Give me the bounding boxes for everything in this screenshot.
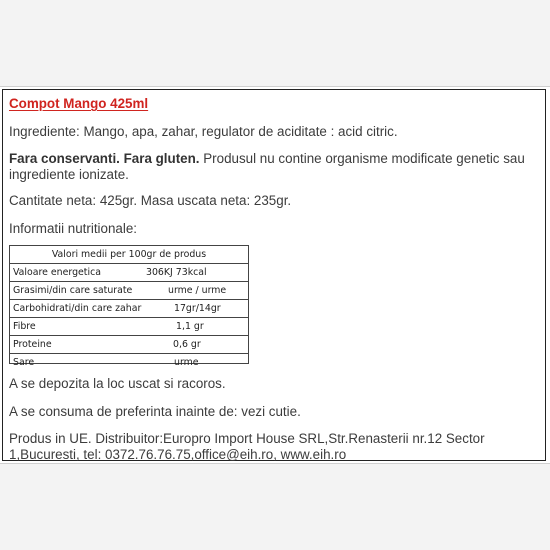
best-before-text: A se consuma de preferinta inainte de: vezi cutie.: [9, 404, 301, 419]
table-row: [10, 318, 248, 336]
nutrient-value: 306KJ 73kcal: [146, 267, 207, 278]
nutrition-heading: Informatii nutritionale:: [9, 221, 138, 236]
nutrient-value: 0,6 gr: [173, 339, 201, 350]
table-row: [10, 354, 248, 371]
nutrient-label: Sare: [13, 357, 35, 368]
storage-text: A se depozita la loc uscat si racoros.: [9, 376, 226, 391]
nutrient-value: urme: [174, 357, 199, 368]
table-row: [10, 300, 248, 318]
nutrition-table-header: Valori medii per 100gr de produs: [10, 246, 248, 264]
nutrient-label: Fibre: [13, 321, 36, 332]
producer-text: Produs in UE. Distribuitor:Europro Import House SRL,Str.Renasterii nr.12 Sector 1,Bucuresti, tel: 0372.76.76.75,office@eih.ro, www.eih.ro: [9, 431, 485, 462]
label-frame: [2, 89, 546, 461]
nutrient-label: Grasimi/din care saturate: [13, 285, 133, 296]
claims-text: [9, 151, 545, 183]
nutrient-value: urme / urme: [168, 285, 227, 296]
product-title: Compot Mango 425ml: [9, 96, 149, 111]
nutrient-label: Proteine: [13, 339, 52, 350]
nutrient-label: Valoare energetica: [13, 267, 101, 278]
nutrient-label: Carbohidrati/din care zahar: [13, 303, 142, 314]
product-label: [0, 86, 550, 464]
nutrient-value: 1,1 gr: [176, 321, 204, 332]
table-row: [10, 264, 248, 282]
table-row: [10, 336, 248, 354]
claims-bold: Fara conservanti. Fara gluten.: [9, 151, 200, 166]
net-quantity-text: Cantitate neta: 425gr. Masa uscata neta: 235gr.: [9, 193, 292, 208]
table-row: [10, 282, 248, 300]
ingredients-text: Ingrediente: Mango, apa, zahar, regulator de aciditate : acid citric.: [9, 124, 398, 139]
nutrient-value: 17gr/14gr: [174, 303, 221, 314]
nutrition-table: [9, 245, 249, 368]
claims-rest: Produsul nu contine organisme modificate genetic sau ingrediente ionizate.: [9, 151, 525, 182]
